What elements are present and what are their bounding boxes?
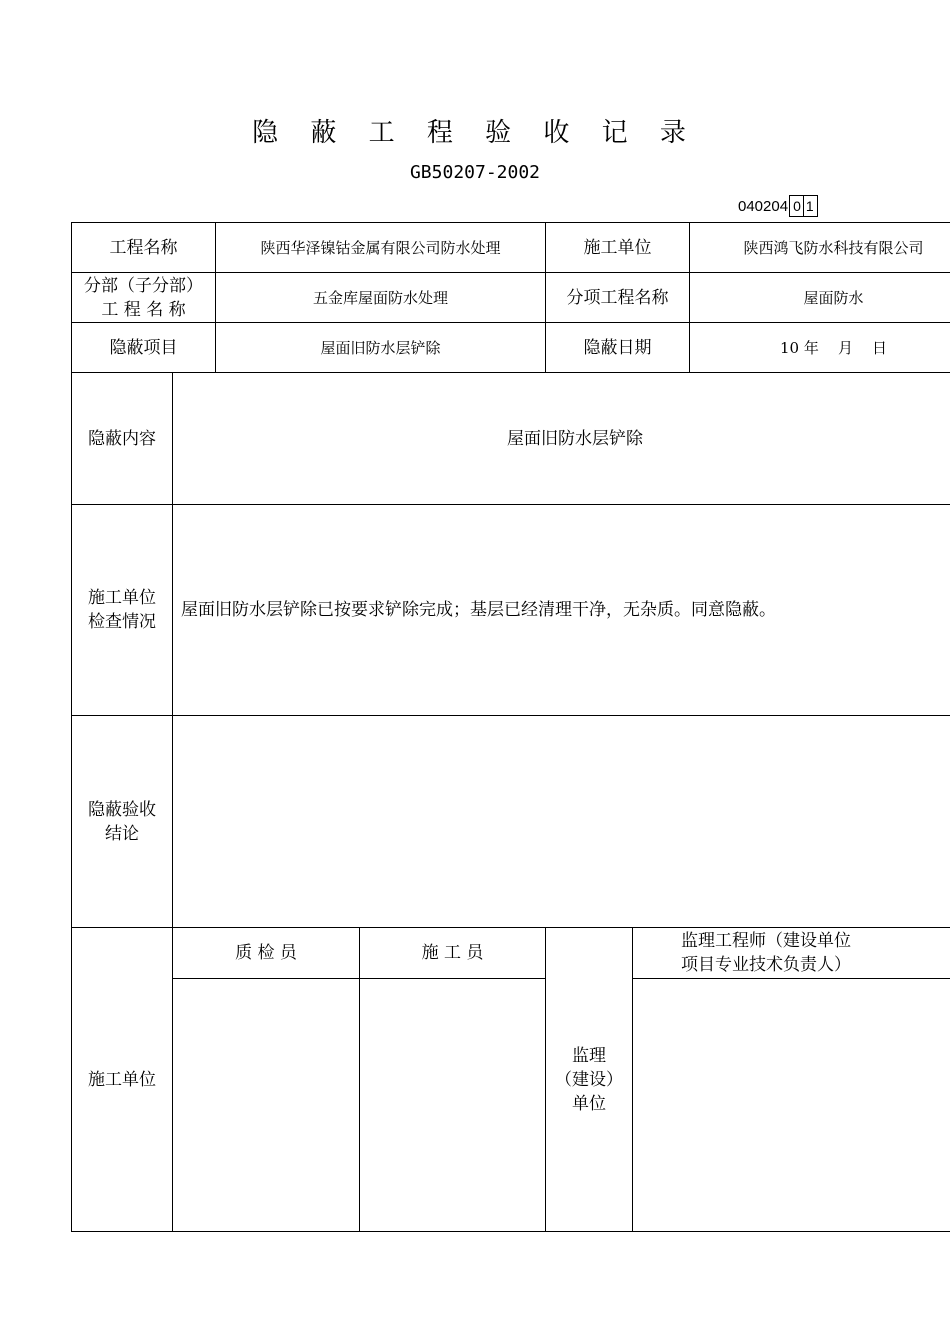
inspection-label-line1: 施工单位 (88, 588, 156, 608)
inspection-value: 屋面旧防水层铲除已按要求铲除完成；基层已经清理干净，无杂质。同意隐蔽。 (173, 505, 950, 716)
serial-prefix: 040204 (738, 197, 789, 215)
constructor-signature-cell (360, 979, 546, 1232)
project-name-value: 陕西华泽镍钴金属有限公司防水处理 (216, 223, 546, 273)
sub-project-label (72, 273, 216, 323)
conclusion-label (72, 716, 173, 928)
sub-project-value: 五金库屋面防水处理 (216, 273, 546, 323)
sub-project-label-line2: 工 程 名 称 (101, 299, 186, 320)
inspection-label (72, 505, 173, 716)
project-name-label: 工程名称 (72, 223, 216, 273)
conclusion-value (173, 716, 950, 928)
quality-inspector-header: 质 检 员 (173, 928, 360, 979)
supervisor-unit-label-line1: 监理 (572, 1045, 607, 1066)
page-title: 隐 蔽 工 程 验 收 记 录 (252, 118, 698, 148)
contractor-value: 陕西鸿飞防水科技有限公司 (690, 223, 950, 273)
hidden-content-label: 隐蔽内容 (72, 373, 173, 505)
standard-code: GB50207-2002 (409, 162, 541, 183)
hidden-date-value: 10 年 月 日 (690, 323, 950, 373)
serial-suffix-box (789, 195, 818, 217)
hidden-item-label: 隐蔽项目 (72, 323, 216, 373)
sub-project-label-line1: 分部（子分部） (84, 275, 203, 296)
supervisor-unit-label-line2: （建设） (555, 1069, 624, 1090)
hidden-date-label: 隐蔽日期 (546, 323, 690, 373)
contractor-label: 施工单位 (546, 223, 690, 273)
hidden-item-value: 屋面旧防水层铲除 (216, 323, 546, 373)
acceptance-record-table (71, 222, 950, 1232)
supervisor-engineer-header (633, 928, 950, 979)
constructor-header: 施 工 员 (360, 928, 546, 979)
supervisor-engineer-signature-cell (633, 979, 950, 1232)
supervisor-unit-label-line3: 单位 (572, 1093, 607, 1114)
quality-inspector-signature-cell (173, 979, 360, 1232)
item-project-label: 分项工程名称 (546, 273, 690, 323)
conclusion-label-line1: 隐蔽验收 (88, 799, 156, 820)
form-serial-number (738, 195, 818, 217)
supervisor-unit-label (546, 928, 633, 1232)
conclusion-label-line2: 结论 (105, 823, 139, 844)
supervisor-engineer-line2: 项目专业技术负责人） (681, 955, 852, 975)
item-project-value: 屋面防水 (690, 273, 950, 323)
supervisor-engineer-line1: 监理工程师（建设单位 (681, 931, 852, 951)
hidden-content-value: 屋面旧防水层铲除 (173, 373, 950, 505)
serial-digit-2: 1 (805, 198, 814, 214)
inspection-label-line2: 检查情况 (88, 612, 156, 632)
signature-contractor-label: 施工单位 (72, 928, 173, 1232)
serial-digit-1: 0 (791, 196, 804, 216)
